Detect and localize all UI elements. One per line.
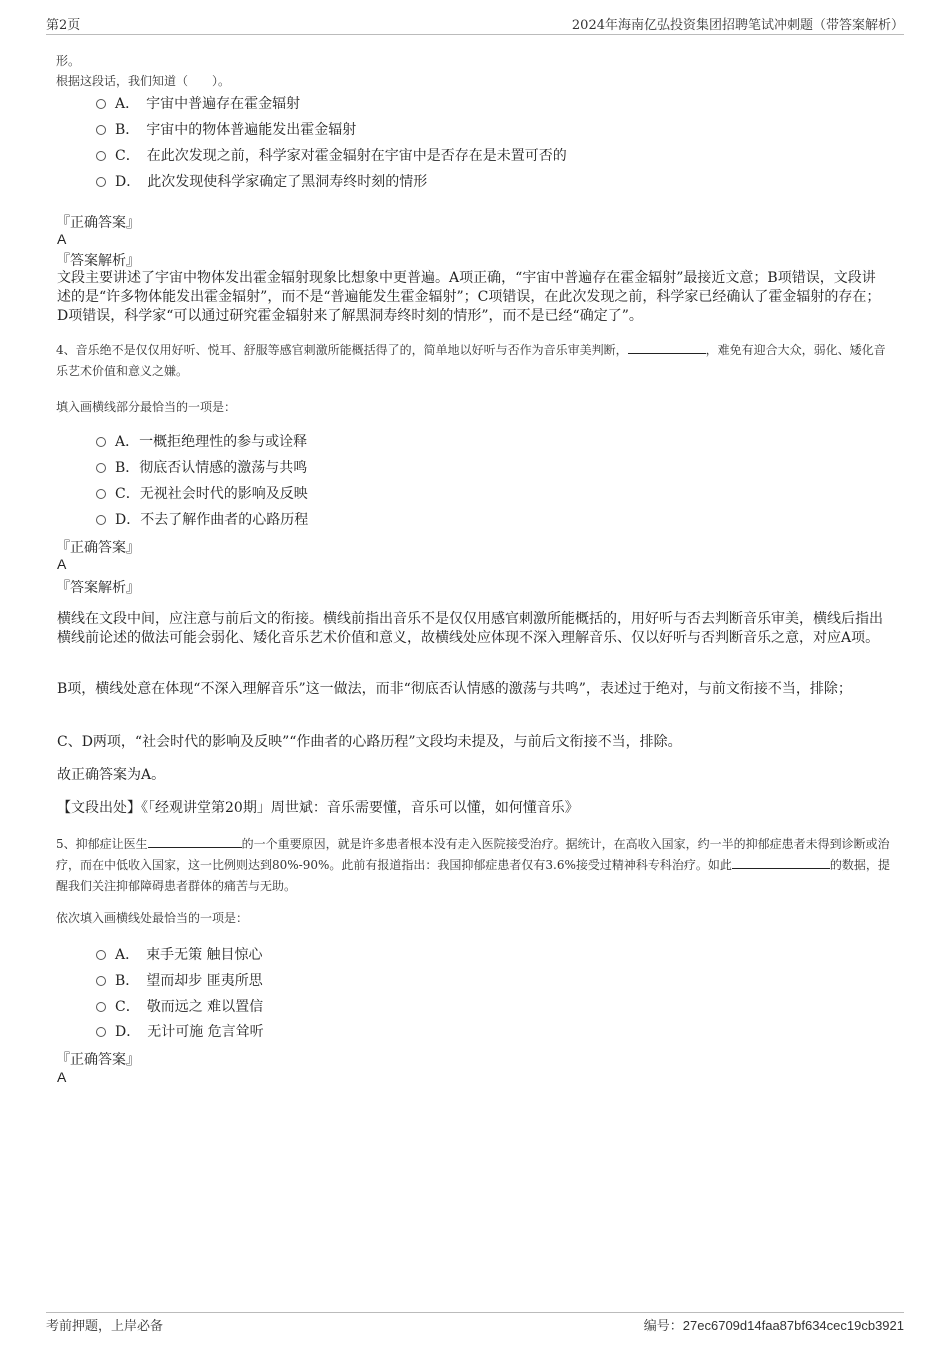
q4-option-b[interactable]: B．彻底否认情感的激荡与共鸣 bbox=[96, 457, 307, 477]
q4-answer-label: 『正确答案』 bbox=[56, 540, 140, 556]
radio-icon[interactable] bbox=[96, 151, 106, 161]
q5-option-c[interactable]: C． 敬而远之 难以置信 bbox=[96, 996, 263, 1016]
q5-blank-2 bbox=[732, 856, 830, 869]
q5-blank-1 bbox=[148, 835, 242, 848]
q4-analysis-para-1: 横线在文段中间，应注意与前后文的衔接。横线前指出音乐不是仅仅用感官刺激所能概括的，用好听与否去判断音乐审美，横线后指出横线前论述的做法可能会弱化、矮化音乐艺术价值和意义，故横线处应体现不深入理解音乐、仅以好听与否判断音乐之意，对应A项。 bbox=[57, 611, 883, 646]
radio-icon[interactable] bbox=[96, 125, 106, 135]
radio-icon[interactable] bbox=[96, 177, 106, 187]
q3-answer: A bbox=[57, 231, 67, 247]
q3-analysis: 文段主要讲述了宇宙中物体发出霍金辐射现象比想象中更普遍。A项正确，“宇宙中普遍存在霍金辐射”最接近文意；B项错误，文段讲述的是“许多物体能发出霍金辐射”，而不是“普遍能发生霍金辐射”；C项错误，在此次发现之前，科学家已经确认了霍金辐射的存在；D项错误，科学家“可以通过研究霍金辐射来了解黑洞寿终时刻的情形”，而不是已经“确定了”。 bbox=[57, 270, 881, 324]
q4-stem: 4、音乐绝不是仅仅用好听、悦耳、舒服等感官刺激所能概括得了的，简单地以好听与否作为音乐审美判断， ，难免有迎合大众，弱化、矮化音乐艺术价值和意义之嫌。 bbox=[56, 343, 886, 378]
radio-icon[interactable] bbox=[96, 437, 106, 447]
q5-option-b[interactable]: B． 望而却步 匪夷所思 bbox=[96, 970, 263, 990]
q4-option-c[interactable]: C．无视社会时代的影响及反映 bbox=[96, 483, 308, 503]
radio-icon[interactable] bbox=[96, 489, 106, 499]
q3-answer-label: 『正确答案』 bbox=[56, 215, 140, 231]
page-footer bbox=[46, 1312, 904, 1334]
footer-slogan: 考前押题，上岸必备 bbox=[46, 1319, 164, 1334]
page-header bbox=[46, 14, 904, 35]
q3-option-a[interactable]: A． 宇宙中普遍存在霍金辐射 bbox=[96, 93, 300, 113]
q5-answer-label: 『正确答案』 bbox=[56, 1052, 140, 1068]
q4-analysis-label: 『答案解析』 bbox=[56, 580, 140, 596]
document-title: 2024年海南亿弘投资集团招聘笔试冲刺题（带答案解析） bbox=[571, 18, 904, 33]
radio-icon[interactable] bbox=[96, 1002, 106, 1012]
radio-icon[interactable] bbox=[96, 950, 106, 960]
q3-analysis-label: 『答案解析』 bbox=[56, 253, 140, 269]
q5-stem: 5、抑郁症让医生 的一个重要原因，就是许多患者根本没有走入医院接受治疗。据统计，在高收入国家，约一半的抑郁症患者未得到诊断或治疗，而在中低收入国家，这一比例则达到80%-90%。此前有报道指出：我国抑郁症患者仅有3.6%接受过精神科专科治疗。如此 的数据，提醒我们关注抑郁障碍患者群体的痛苦与无助。 bbox=[56, 837, 890, 893]
q4-analysis-para-4: 故正确答案为A。 bbox=[57, 767, 166, 783]
q4-option-d[interactable]: D．不去了解作曲者的心路历程 bbox=[96, 509, 308, 529]
q4-blank bbox=[628, 341, 706, 354]
q5-answer: A bbox=[57, 1069, 67, 1085]
q4-prompt: 填入画横线部分最恰当的一项是： bbox=[56, 400, 237, 414]
q5-prompt: 依次填入画横线处最恰当的一项是： bbox=[56, 911, 249, 925]
q3-stem-tail: 形。 bbox=[56, 54, 81, 68]
radio-icon[interactable] bbox=[96, 976, 106, 986]
q3-option-d[interactable]: D． 此次发现使科学家确定了黑洞寿终时刻的情形 bbox=[96, 171, 427, 191]
q4-analysis-para-2: B项，横线处意在体现“不深入理解音乐”这一做法，而非“彻底否认情感的激荡与共鸣”，表述过于绝对，与前文衔接不当，排除； bbox=[57, 681, 852, 697]
radio-icon[interactable] bbox=[96, 1027, 106, 1037]
q4-answer: A bbox=[57, 556, 67, 572]
q4-option-a[interactable]: A．一概拒绝理性的参与或诠释 bbox=[96, 431, 307, 451]
q4-source: 【文段出处】《「经观讲堂第20期」周世斌：音乐需要懂，音乐可以懂，如何懂音乐》 bbox=[57, 800, 579, 816]
page-number: 第2页 bbox=[46, 18, 81, 33]
q3-option-c[interactable]: C． 在此次发现之前，科学家对霍金辐射在宇宙中是否存在是未置可否的 bbox=[96, 145, 567, 165]
q4-analysis-para-3: C、D两项，“社会时代的影响及反映”“作曲者的心路历程”文段均未提及，与前后文衔接不当，排除。 bbox=[57, 734, 682, 750]
document-code: 编号：27ec6709d14faa87bf634cec19cb3921 bbox=[643, 1318, 904, 1334]
radio-icon[interactable] bbox=[96, 99, 106, 109]
q3-option-b[interactable]: B． 宇宙中的物体普遍能发出霍金辐射 bbox=[96, 119, 356, 139]
q5-option-d[interactable]: D． 无计可施 危言耸听 bbox=[96, 1021, 264, 1041]
q5-option-a[interactable]: A． 束手无策 触目惊心 bbox=[96, 944, 263, 964]
q3-stem: 根据这段话，我们知道（ ）。 bbox=[56, 74, 231, 88]
radio-icon[interactable] bbox=[96, 463, 106, 473]
radio-icon[interactable] bbox=[96, 515, 106, 525]
